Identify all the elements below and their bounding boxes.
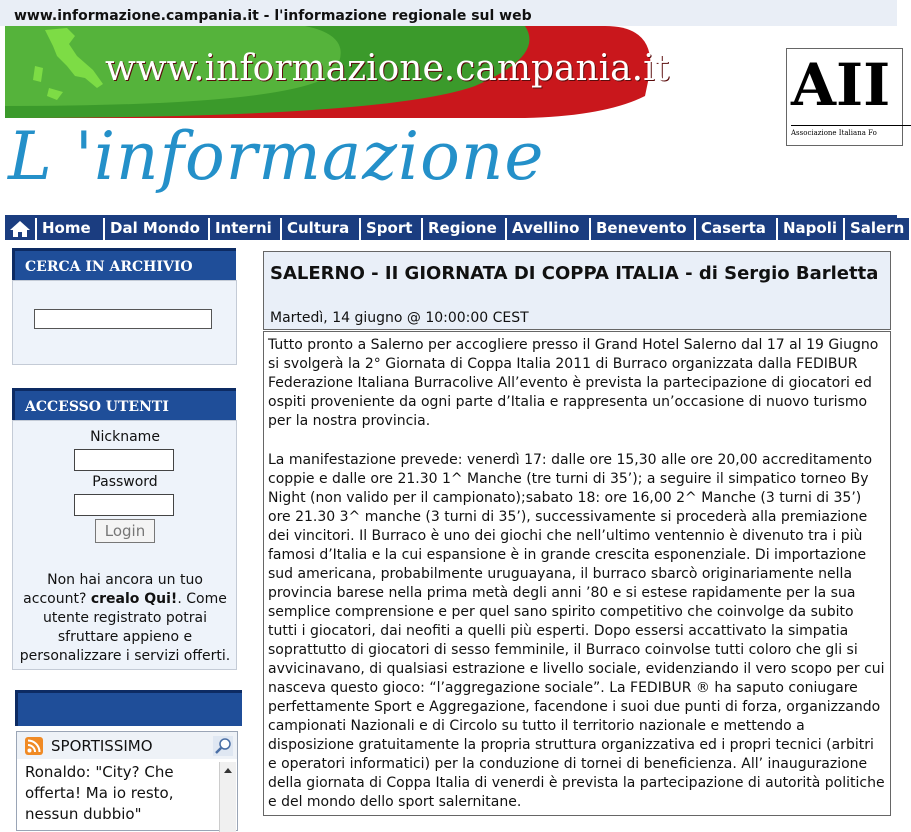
sport-headline[interactable]: Ronaldo: "City? Che offerta! Ma io resto, nessun dubbio" — [25, 763, 174, 823]
aiil-logo-subtitle: Associazione Italiana Fo — [791, 129, 877, 137]
sport-widget — [16, 731, 238, 831]
search-input[interactable] — [34, 309, 212, 329]
password-label: Password — [92, 474, 158, 490]
nav-item-salerno[interactable]: Salern — [843, 218, 909, 240]
scroll-up-icon[interactable] — [220, 763, 236, 777]
sport-widget-title: SPORTISSIMO — [51, 737, 153, 755]
nav-item-caserta[interactable]: Caserta — [694, 218, 771, 240]
nav-item-cultura[interactable]: Cultura — [280, 218, 354, 240]
nav-item-sport[interactable]: Sport — [359, 218, 417, 240]
register-prompt-before: Non hai ancora un tuo account? — [23, 572, 203, 607]
nav-item-napoli[interactable]: Napoli — [776, 218, 842, 240]
nickname-label: Nickname — [90, 429, 160, 445]
nav-item-home[interactable]: Home — [35, 218, 96, 240]
article-date: Martedì, 14 giugno @ 10:00:00 CEST — [270, 310, 529, 326]
banner-url-text: www.informazione.campania.it — [105, 48, 670, 89]
article-header — [263, 251, 891, 330]
aiil-logo[interactable] — [786, 48, 903, 146]
rss-icon[interactable] — [25, 737, 43, 755]
nav-item-regione[interactable]: Regione — [421, 218, 502, 240]
aiil-logo-letters: AII — [791, 51, 891, 119]
login-block — [12, 420, 237, 670]
nav-item-benevento[interactable]: Benevento — [589, 218, 692, 240]
site-banner[interactable] — [5, 26, 670, 118]
main-nav — [5, 215, 905, 240]
home-icon[interactable] — [5, 215, 35, 240]
register-link[interactable]: crealo Qui! — [90, 591, 178, 607]
aiil-logo-rule — [791, 125, 911, 126]
login-block-title: ACCESSO UTENTI — [12, 388, 236, 420]
site-topbar-text: www.informazione.campania.it - l'informazione regionale sul web — [14, 8, 532, 24]
nav-item-dal-mondo[interactable]: Dal Mondo — [103, 218, 205, 240]
site-logo[interactable] — [8, 118, 545, 214]
nav-item-interni[interactable]: Interni — [208, 218, 277, 240]
search-block-title: CERCA IN ARCHIVIO — [12, 248, 236, 280]
magnify-icon[interactable] — [213, 736, 233, 756]
sport-widget-header — [17, 732, 237, 759]
search-block — [12, 280, 237, 365]
sport-block-title — [15, 690, 242, 726]
sport-scrollbar[interactable] — [219, 762, 236, 832]
site-topbar — [0, 0, 897, 26]
site-logo-text: L 'informazione — [8, 118, 545, 195]
article-paragraph-1: Tutto pronto a Salerno per accogliere presso il Grand Hotel Salerno dal 17 al 19 Giugno si svolgerà la 2° Giornata di Coppa Italia 2011 di Burraco organizzata dalla FEDIBUR Federazione Italiana Burracolive All’evento è prevista la partecipazione di giocatori ed ospiti proveniente da ogni parte d’Italia e rappresenta un’occasione di nuovo turismo per la nostra provincia. — [268, 337, 879, 429]
article-title: SALERNO - II GIORNATA DI COPPA ITALIA - di Sergio Barletta — [270, 263, 879, 284]
password-field[interactable] — [74, 494, 174, 516]
nickname-field[interactable] — [74, 449, 174, 471]
article-paragraph-2: La manifestazione prevede: venerdì 17: dalle ore 15,30 alle ore 20,00 accreditamento coppie e dalle ore 21.30 1^ Manche (tre turni di 35’); a seguire il simpatico torneo By Night (non valido per il campionato);sabato 18: ore 16,00 2^ Manche (3 turni di 35’) ore 21.30 3^ manche (3 turni di 35’), successivamente si procederà alla premiazione dei vincitori. Il Burraco è uno dei giochi che nell’ultimo ventennio è divenuto tra i più famosi d’Italia e la cui espansione è in grande crescita esponenziale. Di importazione sud americana, probabilmente uruguayana, il burraco sbarcò originariamente nella provincia barese nella prima metà degli anni ’80 e si estese rapidamente per la sua semplice comprensione e per quel sano spirito competitivo che coinvolge da subito tutti i giocatori, dai neofiti a quelli più esperti. Dopo essersi accattivato la simpatia soprattutto di giocatori di sesso femminile, il Burraco coinvolse tutti coloro che gli si avvicinavano, di qualsiasi estrazione e livello sociale, evidenziando il vero scopo per cui nasceva questo gioco: “l’aggregazione sociale”. La FEDIBUR ® ha saputo coniugare perfettamente Sport e Aggregazione, facendone i suoi due punti di forza, organizzando campionati Nazionali e di Circolo su tutto il territorio nazionale e mettendo a disposizione gratuitamente la propria struttura organizzativa ed i propri tecnici (arbitri e operatori informatici) per la conduzione di tornei di beneficienza. All’ inaugurazione della giornata di Coppa Italia di venerdi è prevista la partecipazione di autorità politiche e del mondo dello sport salernitane. — [268, 452, 885, 810]
register-prompt-after: . Come utente registrato potrai sfruttare appieno e personalizzare i servizi offerti. — [19, 591, 231, 664]
register-prompt — [17, 571, 233, 666]
nav-item-avellino[interactable]: Avellino — [505, 218, 584, 240]
login-button[interactable]: Login — [95, 519, 155, 543]
article-body — [263, 331, 891, 816]
